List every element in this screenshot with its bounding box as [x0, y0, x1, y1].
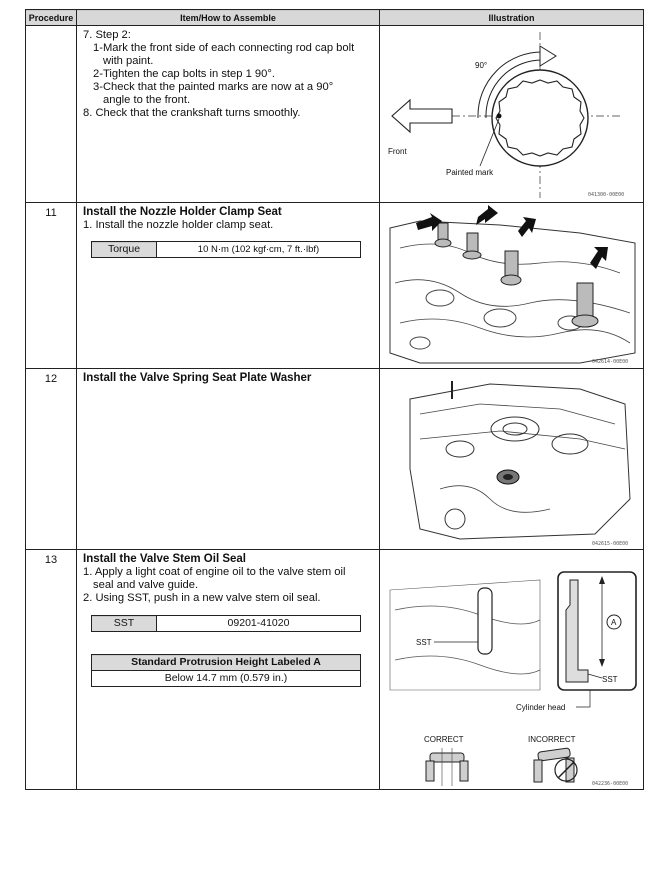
torque-spec-table: [91, 241, 361, 258]
step-line: 2-Tighten the cap bolts in step 1 90°.: [93, 68, 275, 80]
valve-washer-illustration: [380, 369, 642, 549]
sst-label: SST: [92, 616, 157, 632]
sst-spec-table: [91, 615, 361, 632]
step-line: with paint.: [103, 55, 154, 67]
step-title: Install the Valve Stem Oil Seal: [83, 553, 246, 565]
protrusion-header: Standard Protrusion Height Labeled A: [92, 655, 361, 671]
header-item: Item/How to Assemble: [77, 10, 380, 26]
table-row: [26, 369, 644, 550]
illustration-code: 041300-00E00: [588, 192, 625, 198]
oil-seal-illustration: [380, 550, 642, 789]
painted-mark-label: Painted mark: [446, 168, 494, 177]
sst-value: 09201-41020: [157, 616, 361, 632]
header-illustration: Illustration: [380, 10, 644, 26]
illustration-cell: [380, 550, 644, 790]
table-header-row: [26, 10, 644, 26]
torque-value: 10 N·m (102 kgf·cm, 7 ft.·lbf): [157, 242, 361, 258]
angle-label: 90°: [475, 61, 488, 70]
illustration-cell: [380, 26, 644, 203]
step-line: seal and valve guide.: [93, 579, 199, 591]
cylinder-head-label: Cylinder head: [516, 703, 566, 712]
illustration-code: 042236-00E00: [592, 781, 629, 787]
step-line: 8. Check that the crankshaft turns smoothly.: [83, 107, 301, 119]
table-row: [26, 203, 644, 369]
procedure-number: 13: [26, 550, 77, 790]
illustration-cell: [380, 369, 644, 550]
step-line: 3-Check that the painted marks are now at a 90°: [93, 81, 334, 93]
item-cell: [77, 369, 380, 550]
step-line: 7. Step 2:: [83, 29, 131, 41]
procedure-number: [26, 26, 77, 203]
step-line: 2. Using SST, push in a new valve stem oil seal.: [83, 592, 321, 604]
step-line: 1. Apply a light coat of engine oil to the valve stem oil: [83, 566, 346, 578]
a-label: A: [611, 618, 617, 627]
illustration-code: 042614-00E00: [592, 359, 629, 365]
correct-label: CORRECT: [424, 735, 464, 744]
header-procedure: Procedure: [26, 10, 77, 26]
step-title: Install the Nozzle Holder Clamp Seat: [83, 206, 282, 218]
nozzle-holder-illustration: [380, 203, 642, 368]
procedure-number: 11: [26, 203, 77, 369]
protrusion-value: Below 14.7 mm (0.579 in.): [92, 671, 361, 687]
crank-bolt-illustration: [380, 26, 642, 202]
front-label: Front: [388, 147, 407, 156]
illustration-cell: [380, 203, 644, 369]
illustration-code: 042615-00E00: [592, 541, 629, 547]
step-line: 1-Mark the front side of each connecting rod cap bolt: [93, 42, 355, 54]
sst-inset-label: SST: [602, 675, 618, 684]
item-cell: [77, 550, 380, 790]
sst-illustration-label: SST: [416, 638, 432, 647]
torque-label: Torque: [92, 242, 157, 258]
step-title: Install the Valve Spring Seat Plate Washer: [83, 372, 312, 384]
table-row: [26, 550, 644, 790]
table-row: [26, 26, 644, 203]
item-cell: [77, 203, 380, 369]
step-line: 1. Install the nozzle holder clamp seat.: [83, 219, 274, 231]
item-cell: [77, 26, 380, 203]
step-line: angle to the front.: [103, 94, 191, 106]
protrusion-height-table: [91, 654, 361, 687]
procedure-number: 12: [26, 369, 77, 550]
procedure-table: [25, 9, 644, 790]
incorrect-label: INCORRECT: [528, 735, 576, 744]
